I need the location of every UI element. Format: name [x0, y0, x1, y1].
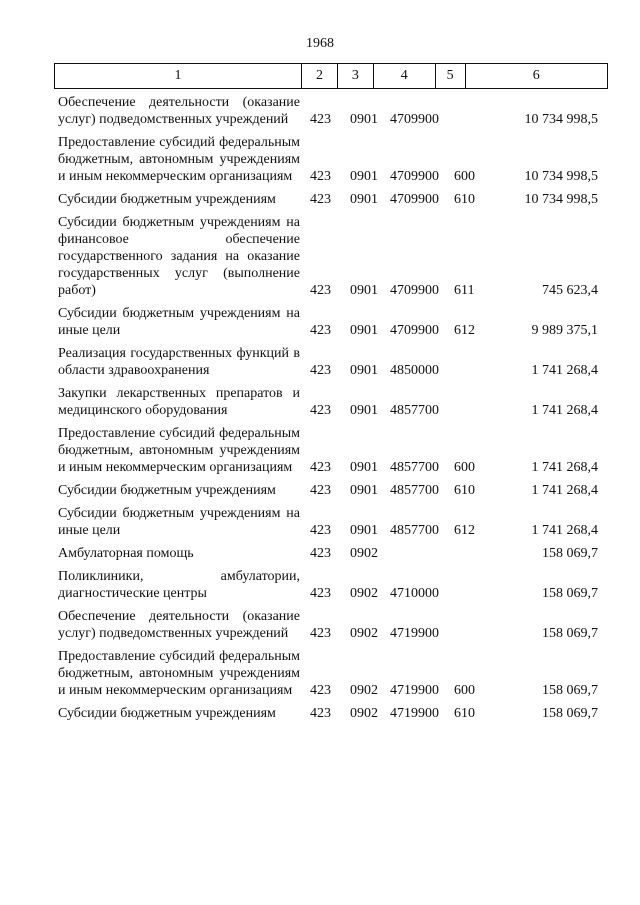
row-name: Предоставление субсидий федеральным бюджетным, автономным учреждениям и иным некоммерческим организациям: [58, 649, 300, 698]
row-name: Обеспечение деятельности (оказание услуг) подведомственных учреждений: [58, 609, 300, 641]
row-target-code: 4719900: [390, 683, 439, 698]
row-amount: 1 741 268,4: [531, 523, 598, 538]
table-row: [58, 385, 598, 419]
table-row: [58, 94, 598, 128]
header-col-5: 5: [436, 64, 466, 88]
row-target-code: 4709900: [390, 169, 439, 184]
header-col-1: 1: [55, 64, 302, 88]
row-expense-type: 600: [454, 169, 475, 184]
row-ministry-code: 423: [310, 523, 331, 538]
row-target-code: 4857700: [390, 403, 439, 418]
row-target-code: 4857700: [390, 460, 439, 475]
row-section-code: 0902: [350, 706, 378, 721]
row-section-code: 0902: [350, 626, 378, 641]
row-ministry-code: 423: [310, 403, 331, 418]
table-row: [58, 345, 598, 379]
row-name: Субсидии бюджетным учреждениям: [58, 706, 276, 721]
table-row: [58, 134, 598, 185]
table-row: [58, 305, 598, 339]
row-name: Субсидии бюджетным учреждениям: [58, 483, 276, 498]
row-ministry-code: 423: [310, 706, 331, 721]
row-target-code: 4709900: [390, 283, 439, 298]
row-section-code: 0901: [350, 112, 378, 127]
row-section-code: 0901: [350, 192, 378, 207]
row-ministry-code: 423: [310, 112, 331, 127]
table-row: [58, 191, 598, 208]
row-amount: 1 741 268,4: [531, 483, 598, 498]
row-target-code: 4719900: [390, 626, 439, 641]
row-target-code: 4709900: [390, 323, 439, 338]
row-name: Субсидии бюджетным учреждениям на иные цели: [58, 506, 300, 538]
row-amount: 158 069,7: [542, 683, 598, 698]
row-ministry-code: 423: [310, 283, 331, 298]
row-ministry-code: 423: [310, 546, 331, 561]
row-ministry-code: 423: [310, 192, 331, 207]
row-expense-type: 611: [454, 283, 475, 298]
table-row: [58, 705, 598, 722]
row-name: Закупки лекарственных препаратов и медицинского оборудования: [58, 386, 300, 418]
row-ministry-code: 423: [310, 323, 331, 338]
row-name: Амбулаторная помощь: [58, 546, 194, 561]
row-target-code: 4857700: [390, 483, 439, 498]
row-name: Субсидии бюджетным учреждениям на иные цели: [58, 306, 300, 338]
header-col-2: 2: [302, 64, 338, 88]
row-section-code: 0901: [350, 283, 378, 298]
row-amount: 10 734 998,5: [524, 169, 598, 184]
row-section-code: 0902: [350, 586, 378, 601]
row-expense-type: 600: [454, 683, 475, 698]
row-name: Предоставление субсидий федеральным бюджетным, автономным учреждениям и иным некоммерческим организациям: [58, 426, 300, 475]
row-expense-type: 610: [454, 192, 475, 207]
row-target-code: 4709900: [390, 112, 439, 127]
row-section-code: 0902: [350, 683, 378, 698]
table-row: [58, 425, 598, 476]
row-expense-type: 610: [454, 483, 475, 498]
row-amount: 158 069,7: [542, 586, 598, 601]
table-body: [58, 94, 598, 728]
row-name: Субсидии бюджетным учреждениям: [58, 192, 276, 207]
table-row: [58, 214, 598, 299]
row-expense-type: 600: [454, 460, 475, 475]
row-name: Обеспечение деятельности (оказание услуг) подведомственных учреждений: [58, 95, 300, 127]
row-section-code: 0901: [350, 169, 378, 184]
row-target-code: 4710000: [390, 586, 439, 601]
row-amount: 1 741 268,4: [531, 363, 598, 378]
table-row: [58, 545, 598, 562]
row-amount: 1 741 268,4: [531, 460, 598, 475]
row-section-code: 0901: [350, 403, 378, 418]
row-ministry-code: 423: [310, 586, 331, 601]
row-expense-type: 610: [454, 706, 475, 721]
row-ministry-code: 423: [310, 683, 331, 698]
table-row: [58, 568, 598, 602]
row-ministry-code: 423: [310, 363, 331, 378]
row-section-code: 0901: [350, 523, 378, 538]
row-amount: 158 069,7: [542, 706, 598, 721]
row-amount: 10 734 998,5: [524, 192, 598, 207]
header-col-4: 4: [374, 64, 436, 88]
table-row: [58, 482, 598, 499]
table-row: [58, 505, 598, 539]
row-amount: 9 989 375,1: [531, 323, 598, 338]
row-section-code: 0901: [350, 483, 378, 498]
row-name: Предоставление субсидий федеральным бюджетным, автономным учреждениям и иным некоммерческим организациям: [58, 135, 300, 184]
row-amount: 158 069,7: [542, 546, 598, 561]
row-section-code: 0901: [350, 460, 378, 475]
row-ministry-code: 423: [310, 483, 331, 498]
row-amount: 745 623,4: [542, 283, 598, 298]
row-target-code: 4857700: [390, 523, 439, 538]
row-section-code: 0902: [350, 546, 378, 561]
row-expense-type: 612: [454, 523, 475, 538]
row-ministry-code: 423: [310, 169, 331, 184]
row-expense-type: 612: [454, 323, 475, 338]
row-amount: 1 741 268,4: [531, 403, 598, 418]
page-number: 1968: [306, 36, 334, 51]
table-row: [58, 608, 598, 642]
row-section-code: 0901: [350, 363, 378, 378]
row-name: Поликлиники, амбулатории, диагностические центры: [58, 569, 300, 601]
row-ministry-code: 423: [310, 626, 331, 641]
row-target-code: 4709900: [390, 192, 439, 207]
row-amount: 10 734 998,5: [524, 112, 598, 127]
row-target-code: 4719900: [390, 706, 439, 721]
row-name: Субсидии бюджетным учреждениям на финансовое обеспечение государственного задания на оказание государственных услуг (выполнение работ): [58, 215, 300, 298]
row-name: Реализация государственных функций в области здравоохранения: [58, 346, 300, 378]
row-ministry-code: 423: [310, 460, 331, 475]
row-target-code: 4850000: [390, 363, 439, 378]
row-amount: 158 069,7: [542, 626, 598, 641]
row-section-code: 0901: [350, 323, 378, 338]
header-col-3: 3: [338, 64, 374, 88]
table-header: [54, 63, 608, 89]
table-row: [58, 648, 598, 699]
header-col-6: 6: [532, 68, 540, 83]
